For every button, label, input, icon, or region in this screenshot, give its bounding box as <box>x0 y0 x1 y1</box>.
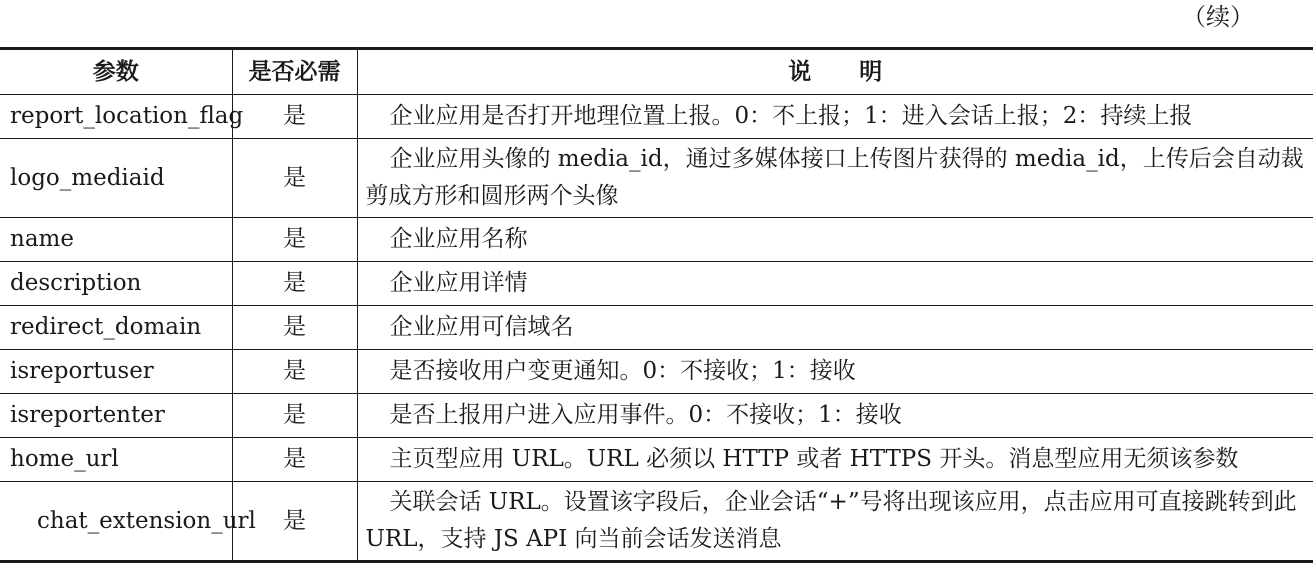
header-required: 是否必需 <box>232 49 357 95</box>
header-description-char2: 明 <box>859 58 883 85</box>
param-required: 是 <box>232 306 357 350</box>
parameter-table <box>0 47 1313 563</box>
param-required: 是 <box>232 262 357 306</box>
param-name: name <box>0 218 232 262</box>
param-description: 企业应用头像的 media_id，通过多媒体接口上传图片获得的 media_id，上传后会自动裁剪成方形和圆形两个头像 <box>357 139 1313 218</box>
continued-label: （续） <box>1182 3 1254 31</box>
header-param: 参数 <box>0 49 232 95</box>
param-description: 企业应用详情 <box>357 262 1313 306</box>
param-name: isreportenter <box>0 394 232 438</box>
param-name: chat_extension_url <box>0 482 232 562</box>
table-row <box>0 394 1313 438</box>
table-row <box>0 139 1313 218</box>
param-required: 是 <box>232 394 357 438</box>
param-required: 是 <box>232 218 357 262</box>
table-row <box>0 350 1313 394</box>
param-name: redirect_domain <box>0 306 232 350</box>
param-description: 是否接收用户变更通知。0：不接收；1：接收 <box>357 350 1313 394</box>
table-row <box>0 306 1313 350</box>
param-description: 主页型应用 URL。URL 必须以 HTTP 或者 HTTPS 开头。消息型应用无须该参数 <box>357 438 1313 482</box>
param-required: 是 <box>232 350 357 394</box>
param-required: 是 <box>232 95 357 139</box>
param-required: 是 <box>232 438 357 482</box>
param-required: 是 <box>232 482 357 562</box>
param-required: 是 <box>232 139 357 218</box>
table-header-row <box>0 49 1313 95</box>
param-name: description <box>0 262 232 306</box>
header-description-char1: 说 <box>788 58 812 85</box>
table-row <box>0 218 1313 262</box>
param-description: 企业应用名称 <box>357 218 1313 262</box>
table-row <box>0 438 1313 482</box>
param-description: 企业应用是否打开地理位置上报。0：不上报；1：进入会话上报；2：持续上报 <box>357 95 1313 139</box>
param-name: home_url <box>0 438 232 482</box>
header-description <box>357 49 1313 95</box>
param-name: logo_mediaid <box>0 139 232 218</box>
param-description: 关联会话 URL。设置该字段后，企业会话“+”号将出现该应用，点击应用可直接跳转到此 URL，支持 JS API 向当前会话发送消息 <box>357 482 1313 562</box>
param-name: isreportuser <box>0 350 232 394</box>
param-description: 企业应用可信域名 <box>357 306 1313 350</box>
param-name: report_location_flag <box>0 95 232 139</box>
table-row <box>0 262 1313 306</box>
table-row <box>0 95 1313 139</box>
table-row <box>0 482 1313 562</box>
param-description: 是否上报用户进入应用事件。0：不接收；1：接收 <box>357 394 1313 438</box>
